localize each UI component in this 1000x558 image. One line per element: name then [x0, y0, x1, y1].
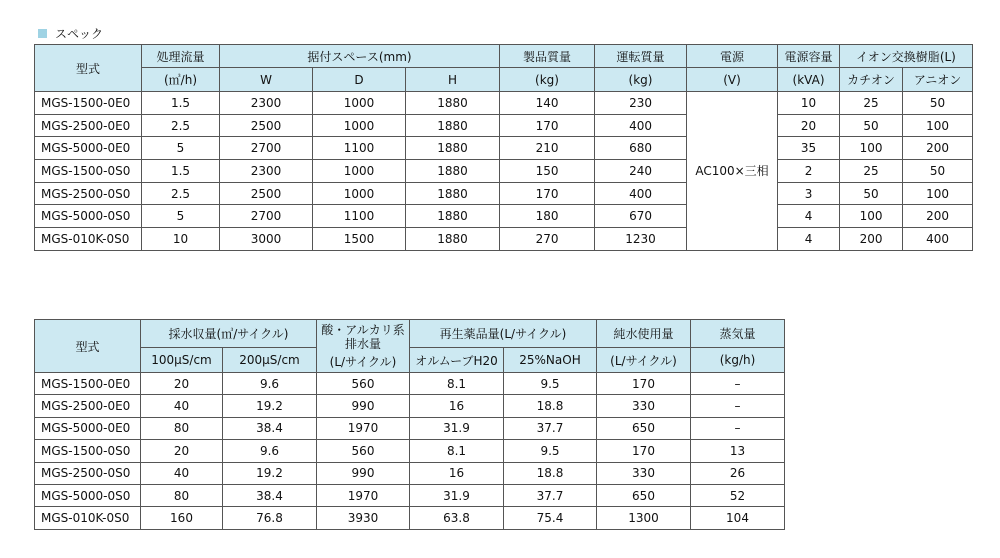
cell-h: 1880	[406, 92, 500, 115]
cell-op-mass: 670	[595, 205, 687, 228]
cell-cation: 100	[840, 137, 903, 160]
cell-h: 1880	[406, 228, 500, 251]
square-bullet-icon	[38, 29, 47, 38]
header-d: D	[313, 68, 406, 92]
header-c200: 200μS/cm	[223, 348, 317, 373]
cell-model: MGS-1500-0S0	[35, 440, 141, 462]
cell-anion: 200	[903, 205, 973, 228]
cell-c100: 80	[141, 417, 223, 439]
cell-orm: 63.8	[410, 507, 504, 529]
cell-pure: 1300	[597, 507, 691, 529]
cell-naoh: 37.7	[504, 484, 597, 506]
header-orm: オルムーブH20	[410, 348, 504, 373]
cell-flow: 1.5	[142, 92, 220, 115]
header-cation: カチオン	[840, 68, 903, 92]
cell-model: MGS-5000-0E0	[35, 417, 141, 439]
table-row	[35, 182, 973, 205]
cell-product-mass: 140	[500, 92, 595, 115]
cell-d: 1000	[313, 182, 406, 205]
header-space: 据付スペース(mm)	[220, 45, 500, 68]
cell-pure: 170	[597, 440, 691, 462]
cell-steam: –	[691, 373, 785, 395]
cell-h: 1880	[406, 182, 500, 205]
table-row	[35, 160, 973, 183]
cell-drain: 560	[317, 373, 410, 395]
cell-orm: 16	[410, 462, 504, 484]
cell-naoh: 37.7	[504, 417, 597, 439]
table-row	[35, 484, 785, 506]
table-row	[35, 228, 973, 251]
cell-w: 2500	[220, 114, 313, 137]
header-pure: 純水使用量	[597, 320, 691, 348]
cell-h: 1880	[406, 160, 500, 183]
cell-c100: 40	[141, 395, 223, 417]
header-product-mass-unit: (kg)	[500, 68, 595, 92]
cell-d: 1000	[313, 92, 406, 115]
cell-model: MGS-5000-0E0	[35, 137, 142, 160]
spec-table-2	[34, 319, 785, 530]
cell-w: 3000	[220, 228, 313, 251]
cell-product-mass: 150	[500, 160, 595, 183]
header-flow: 処理流量	[142, 45, 220, 68]
cell-flow: 5	[142, 205, 220, 228]
header-capacity: 電源容量	[778, 45, 840, 68]
header-c100: 100μS/cm	[141, 348, 223, 373]
cell-flow: 2.5	[142, 114, 220, 137]
header-op-mass: 運転質量	[595, 45, 687, 68]
cell-model: MGS-1500-0S0	[35, 160, 142, 183]
header-h: H	[406, 68, 500, 92]
cell-op-mass: 230	[595, 92, 687, 115]
cell-c200: 9.6	[223, 373, 317, 395]
header-collect: 採水収量(㎥/サイクル)	[141, 320, 317, 348]
cell-capacity: 4	[778, 205, 840, 228]
cell-drain: 990	[317, 395, 410, 417]
cell-pure: 170	[597, 373, 691, 395]
cell-naoh: 9.5	[504, 373, 597, 395]
cell-capacity: 3	[778, 182, 840, 205]
cell-drain: 990	[317, 462, 410, 484]
table-row	[35, 507, 785, 529]
table-row	[35, 417, 785, 439]
header-drain	[317, 320, 410, 373]
cell-product-mass: 170	[500, 114, 595, 137]
header-drain-unit: (L/サイクル)	[329, 355, 397, 369]
header-w: W	[220, 68, 313, 92]
cell-model: MGS-5000-0S0	[35, 205, 142, 228]
cell-op-mass: 400	[595, 182, 687, 205]
cell-flow: 10	[142, 228, 220, 251]
cell-d: 1100	[313, 205, 406, 228]
cell-c100: 20	[141, 373, 223, 395]
cell-w: 2500	[220, 182, 313, 205]
cell-model: MGS-1500-0E0	[35, 373, 141, 395]
cell-product-mass: 270	[500, 228, 595, 251]
cell-steam: –	[691, 417, 785, 439]
cell-d: 1000	[313, 114, 406, 137]
cell-model: MGS-2500-0E0	[35, 114, 142, 137]
header-power-unit: (V)	[687, 68, 778, 92]
table-row	[35, 395, 785, 417]
section-heading	[38, 25, 103, 41]
cell-c200: 38.4	[223, 484, 317, 506]
cell-model: MGS-2500-0S0	[35, 182, 142, 205]
header-pure-unit: (L/サイクル)	[597, 348, 691, 373]
cell-cation: 100	[840, 205, 903, 228]
header-naoh: 25%NaOH	[504, 348, 597, 373]
header-anion: アニオン	[903, 68, 973, 92]
cell-steam: 13	[691, 440, 785, 462]
cell-d: 1500	[313, 228, 406, 251]
cell-anion: 100	[903, 182, 973, 205]
cell-c100: 20	[141, 440, 223, 462]
cell-steam: 26	[691, 462, 785, 484]
cell-pure: 330	[597, 395, 691, 417]
cell-anion: 400	[903, 228, 973, 251]
cell-drain: 1970	[317, 417, 410, 439]
header-resin: イオン交換樹脂(L)	[840, 45, 973, 68]
cell-c200: 19.2	[223, 395, 317, 417]
cell-w: 2300	[220, 92, 313, 115]
cell-op-mass: 400	[595, 114, 687, 137]
cell-drain: 1970	[317, 484, 410, 506]
cell-h: 1880	[406, 114, 500, 137]
cell-pure: 650	[597, 484, 691, 506]
cell-flow: 5	[142, 137, 220, 160]
cell-cation: 50	[840, 114, 903, 137]
cell-flow: 2.5	[142, 182, 220, 205]
cell-product-mass: 170	[500, 182, 595, 205]
cell-orm: 8.1	[410, 440, 504, 462]
cell-c200: 76.8	[223, 507, 317, 529]
header-steam-unit: (kg/h)	[691, 348, 785, 373]
cell-h: 1880	[406, 137, 500, 160]
cell-steam: 104	[691, 507, 785, 529]
cell-c100: 80	[141, 484, 223, 506]
cell-c200: 19.2	[223, 462, 317, 484]
table-row	[35, 462, 785, 484]
cell-h: 1880	[406, 205, 500, 228]
cell-cation: 50	[840, 182, 903, 205]
cell-model: MGS-5000-0S0	[35, 484, 141, 506]
cell-w: 2700	[220, 205, 313, 228]
cell-model: MGS-2500-0E0	[35, 395, 141, 417]
cell-naoh: 18.8	[504, 395, 597, 417]
header-model: 型式	[35, 45, 142, 92]
header-model: 型式	[35, 320, 141, 373]
cell-anion: 50	[903, 160, 973, 183]
cell-naoh: 18.8	[504, 462, 597, 484]
header-power: 電源	[687, 45, 778, 68]
cell-anion: 50	[903, 92, 973, 115]
cell-capacity: 10	[778, 92, 840, 115]
cell-product-mass: 210	[500, 137, 595, 160]
table-row	[35, 440, 785, 462]
cell-orm: 16	[410, 395, 504, 417]
cell-w: 2700	[220, 137, 313, 160]
cell-c200: 9.6	[223, 440, 317, 462]
table-row	[35, 92, 973, 115]
cell-c200: 38.4	[223, 417, 317, 439]
spec-table-1	[34, 44, 973, 251]
cell-model: MGS-1500-0E0	[35, 92, 142, 115]
cell-cation: 200	[840, 228, 903, 251]
cell-naoh: 75.4	[504, 507, 597, 529]
cell-pure: 330	[597, 462, 691, 484]
cell-model: MGS-2500-0S0	[35, 462, 141, 484]
cell-anion: 200	[903, 137, 973, 160]
cell-orm: 8.1	[410, 373, 504, 395]
cell-op-mass: 1230	[595, 228, 687, 251]
cell-c100: 40	[141, 462, 223, 484]
cell-op-mass: 240	[595, 160, 687, 183]
cell-orm: 31.9	[410, 484, 504, 506]
cell-steam: 52	[691, 484, 785, 506]
cell-d: 1000	[313, 160, 406, 183]
header-steam: 蒸気量	[691, 320, 785, 348]
header-regen: 再生薬品量(L/サイクル)	[410, 320, 597, 348]
cell-c100: 160	[141, 507, 223, 529]
header-drain-line1: 酸・アルカリ系	[321, 323, 405, 337]
header-flow-unit: (㎥/h)	[142, 68, 220, 92]
section-title: スペック	[55, 26, 104, 41]
cell-pure: 650	[597, 417, 691, 439]
table-row	[35, 373, 785, 395]
header-op-mass-unit: (kg)	[595, 68, 687, 92]
cell-naoh: 9.5	[504, 440, 597, 462]
cell-orm: 31.9	[410, 417, 504, 439]
header-drain-line2: 排水量	[344, 337, 381, 351]
cell-anion: 100	[903, 114, 973, 137]
table-row	[35, 114, 973, 137]
cell-cation: 25	[840, 92, 903, 115]
cell-capacity: 4	[778, 228, 840, 251]
cell-capacity: 20	[778, 114, 840, 137]
cell-product-mass: 180	[500, 205, 595, 228]
cell-power: AC100×三相	[687, 92, 778, 251]
cell-capacity: 35	[778, 137, 840, 160]
cell-op-mass: 680	[595, 137, 687, 160]
table-row	[35, 137, 973, 160]
cell-flow: 1.5	[142, 160, 220, 183]
cell-drain: 560	[317, 440, 410, 462]
cell-model: MGS-010K-0S0	[35, 507, 141, 529]
cell-w: 2300	[220, 160, 313, 183]
header-product-mass: 製品質量	[500, 45, 595, 68]
cell-drain: 3930	[317, 507, 410, 529]
cell-steam: –	[691, 395, 785, 417]
header-capacity-unit: (kVA)	[778, 68, 840, 92]
table-row	[35, 205, 973, 228]
cell-model: MGS-010K-0S0	[35, 228, 142, 251]
cell-d: 1100	[313, 137, 406, 160]
cell-cation: 25	[840, 160, 903, 183]
cell-capacity: 2	[778, 160, 840, 183]
